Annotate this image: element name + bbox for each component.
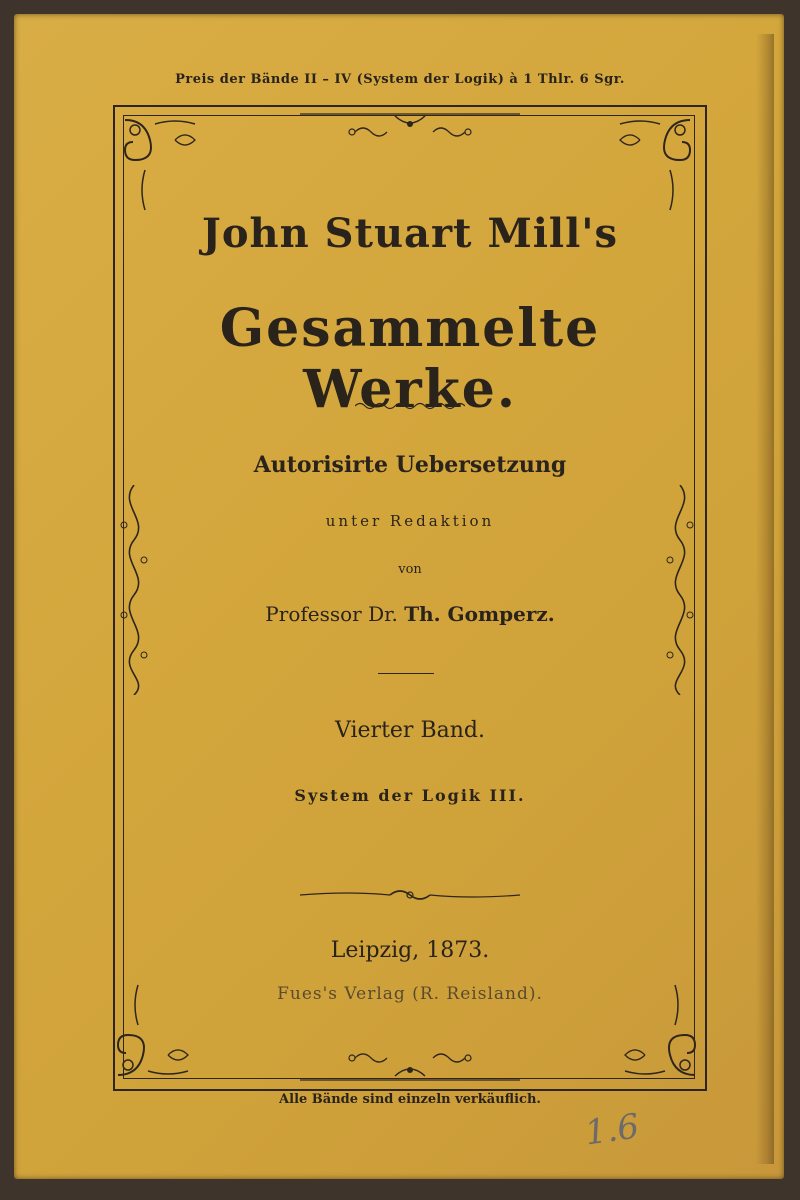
bottom-center-ornament <box>300 1048 520 1084</box>
place-year: Leipzig, 1873. <box>330 938 490 963</box>
translation-line: Autorisirte Uebersetzung <box>253 452 567 478</box>
price-line: Preis der Bände II – IV (System der Logik) à 1 Thlr. 6 Sgr. <box>175 72 625 87</box>
wavy-divider <box>355 400 465 412</box>
author-title: John Stuart Mill's <box>201 210 619 257</box>
by-line: von <box>398 562 422 577</box>
editing-line: unter Redaktion <box>325 512 495 530</box>
volume-subject: System der Logik III. <box>294 786 526 805</box>
cover-spine-shadow <box>756 34 774 1164</box>
editor-name: Th. Gomperz. <box>404 602 555 626</box>
bottom-note: Alle Bände sind einzeln verkäuflich. <box>279 1092 541 1107</box>
editor-line <box>120 602 700 626</box>
inner-frame-border <box>123 115 695 1079</box>
work-title: Gesammelte Werke. <box>219 298 601 420</box>
short-divider <box>378 673 434 674</box>
top-left-corner-ornament <box>115 110 215 220</box>
publisher-line: Fues's Verlag (R. Reisland). <box>277 984 543 1004</box>
editor-prefix: Professor Dr. <box>265 602 398 626</box>
flourish-divider <box>300 886 520 904</box>
pencil-price-mark: 1.6 <box>582 1106 642 1154</box>
top-right-corner-ornament <box>600 110 700 220</box>
top-center-ornament <box>300 108 520 144</box>
volume-label: Vierter Band. <box>335 718 485 743</box>
